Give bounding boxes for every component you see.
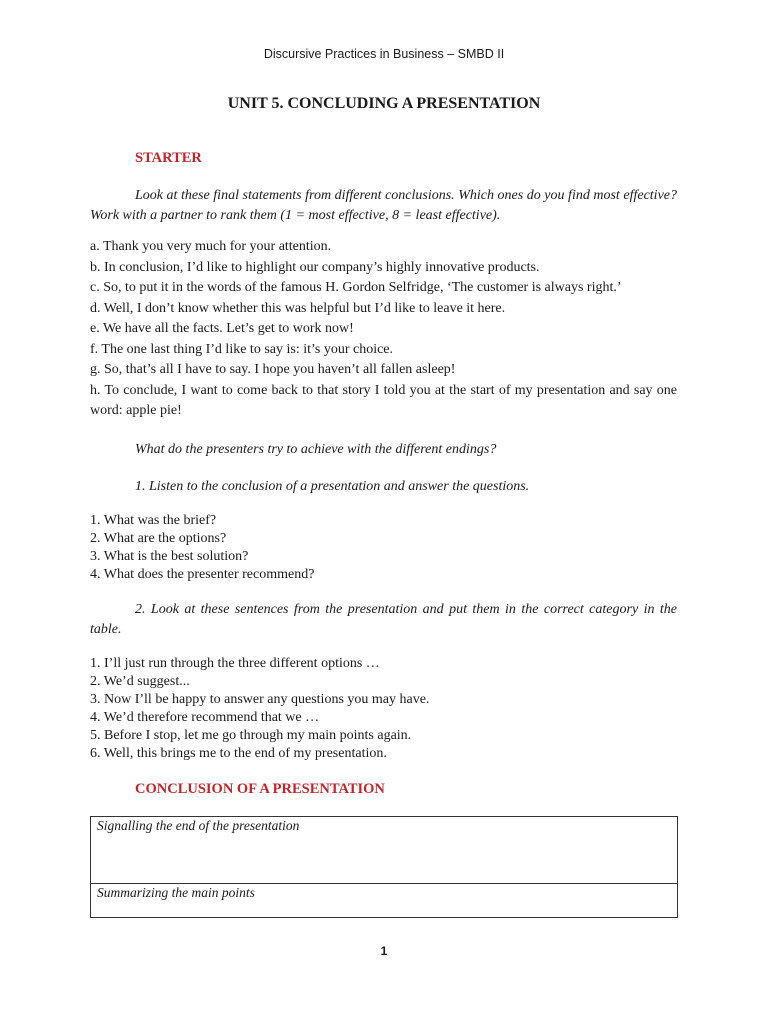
- list-item: g. So, that’s all I have to say. I hope you haven’t all fallen asleep!: [90, 362, 456, 377]
- list-item: e. We have all the facts. Let’s get to work now!: [90, 321, 354, 336]
- starter-heading: STARTER: [135, 150, 202, 166]
- list-item: 1. What was the brief?: [90, 513, 217, 528]
- running-header: Discursive Practices in Business – SMBD II: [263, 47, 505, 61]
- table-row: [91, 817, 678, 884]
- list-item: 3. Now I’ll be happy to answer any questions you may have.: [90, 692, 430, 707]
- list-item: h. To conclude, I want to come back to that story I told you at the start of my presentation and say one word: apple pie!: [90, 382, 677, 418]
- list-item: f. The one last thing I’d like to say is: it’s your choice.: [90, 341, 394, 357]
- conclusion-table: [90, 816, 678, 918]
- conclusion-heading: CONCLUSION OF A PRESENTATION: [135, 781, 385, 797]
- exercise2-sentences-list: [90, 655, 677, 763]
- list-item: 2. We’d suggest...: [90, 674, 190, 689]
- list-item: b. In conclusion, I’d like to highlight our company’s highly innovative products.: [90, 259, 540, 275]
- list-item: 3. What is the best solution?: [90, 549, 249, 564]
- starter-instructions: Look at these final statements from different conclusions. Which ones do you find most effective? Work with a partner to rank them (1 = most effective, 8 = least effective).: [90, 188, 677, 223]
- table-cell-signalling: Signalling the end of the presentation: [91, 817, 678, 884]
- list-item: a. Thank you very much for your attention.: [90, 239, 332, 254]
- exercise2-instruction: 2. Look at these sentences from the presentation and put them in the correct category in the table.: [90, 602, 677, 637]
- list-item: 6. Well, this brings me to the end of my presentation.: [90, 746, 387, 761]
- list-item: d. Well, I don’t know whether this was helpful but I’d like to leave it here.: [90, 300, 506, 316]
- list-item: 2. What are the options?: [90, 531, 227, 546]
- page-number: 1: [380, 944, 388, 958]
- table-cell-summarizing: Summarizing the main points: [91, 884, 678, 918]
- list-item: 4. What does the presenter recommend?: [90, 567, 315, 582]
- unit-title: UNIT 5. CONCLUDING A PRESENTATION: [227, 95, 541, 112]
- list-item: 5. Before I stop, let me go through my main points again.: [90, 728, 412, 743]
- exercise1-questions-list: [90, 512, 677, 584]
- list-item: 4. We’d therefore recommend that we …: [90, 710, 320, 725]
- follow-up-question: What do the presenters try to achieve with the different endings?: [135, 442, 497, 457]
- list-item: 1. I’ll just run through the three different options …: [90, 656, 380, 671]
- list-item: c. So, to put it in the words of the famous H. Gordon Selfridge, ‘The customer is always right.’: [90, 280, 622, 295]
- table-row: [91, 884, 678, 918]
- exercise1-instruction: 1. Listen to the conclusion of a presentation and answer the questions.: [135, 479, 530, 494]
- starter-statements-list: [90, 237, 677, 422]
